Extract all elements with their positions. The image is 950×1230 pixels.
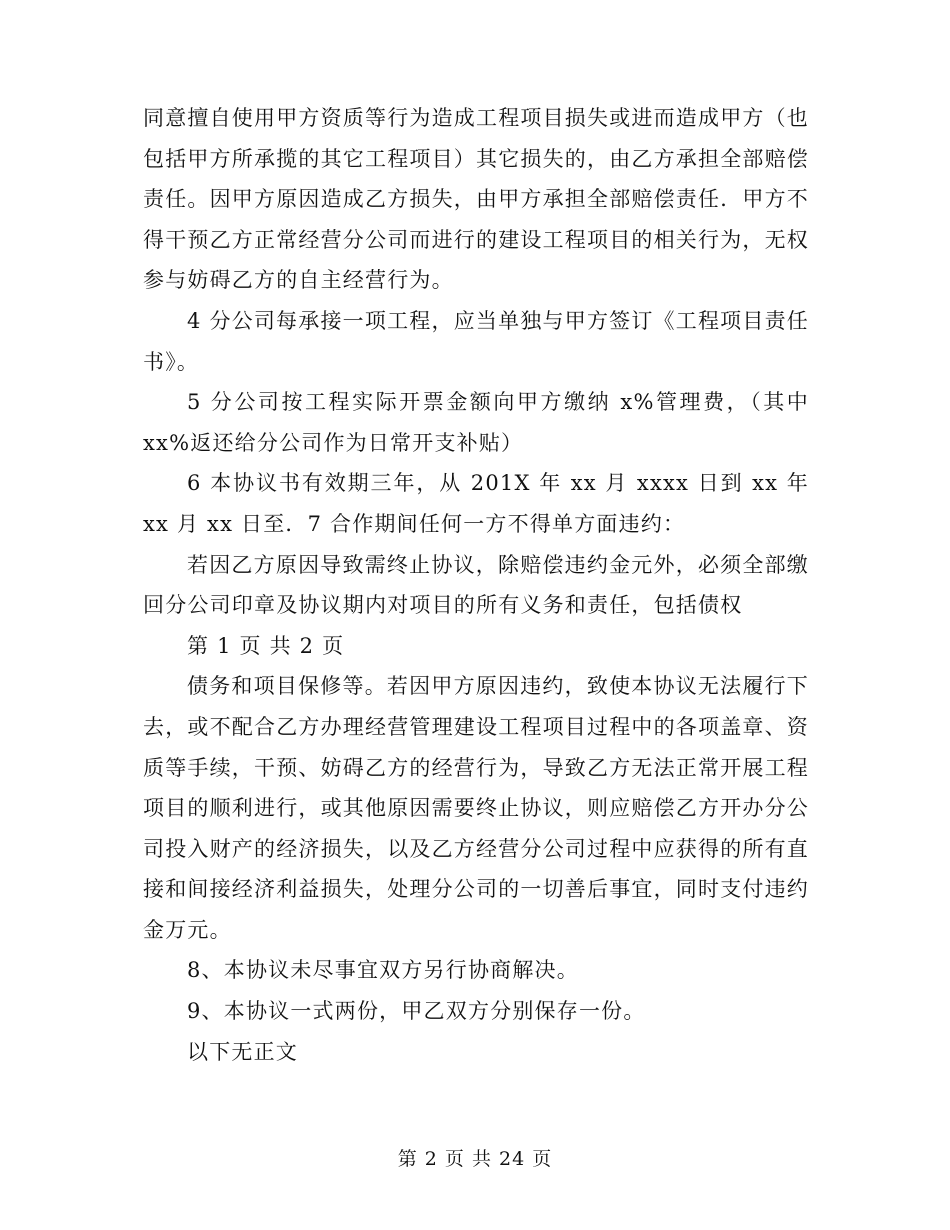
paragraph-termination-party-b: 若因乙方原因导致需终止协议，除赔偿违约金元外，必须全部缴回分公司印章及协议期内对项目的所有义务和责任，包括债权: [143, 552, 809, 618]
paragraph-clause-6-7: 6 本协议书有效期三年，从 201X 年 xx 月 xxxx 日到 xx 年 xx 月 xx 日至．7 合作期间任何一方不得单方面违约：: [143, 471, 809, 536]
paragraph-clause-5: 5 分公司按工程实际开票金额向甲方缴纳 x%管理费，（其中 xx%返还给分公司作为日常开支补贴）: [143, 390, 809, 455]
paragraph-end-of-text: 以下无正文: [187, 1039, 298, 1064]
paragraph-termination-party-a: 债务和项目保修等。若因甲方原因违约，致使本协议无法履行下去，或不配合乙方办理经营管理建设工程项目过程中的各项盖章、资质等手续，干预、妨碍乙方的经营行为，导致乙方无法正常开展工程项目的顺利进行，或其他原因需要终止协议，则应赔偿乙方开办分公司投入财产的经济损失，以及乙方经营分公司过程中应获得的所有直接和间接经济利益损失，处理分公司的一切善后事宜，同时支付违约金万元。: [143, 674, 809, 942]
paragraph-clause-8: 8、本协议未尽事宜双方另行协商解决。: [187, 958, 579, 983]
paragraph-liability: 同意擅自使用甲方资质等行为造成工程项目损失或进而造成甲方（也包括甲方所承揽的其它工程项目）其它损失的，由乙方承担全部赔偿责任。因甲方原因造成乙方损失，由甲方承担全部赔偿责任．甲方不得干预乙方正常经营分公司而进行的建设工程项目的相关行为，无权参与妨碍乙方的自主经营行为。: [143, 106, 809, 293]
inline-page-marker: 第 1 页 共 2 页: [187, 633, 345, 658]
document-body: [143, 98, 809, 1072]
page-footer: 第 2 页 共 24 页: [397, 1148, 553, 1170]
paragraph-clause-4: 4 分公司每承接一项工程，应当单独与甲方签订《工程项目责任书》。: [143, 308, 809, 374]
paragraph-clause-9: 9、本协议一式两份，甲乙双方分别保存一份。: [187, 999, 646, 1024]
